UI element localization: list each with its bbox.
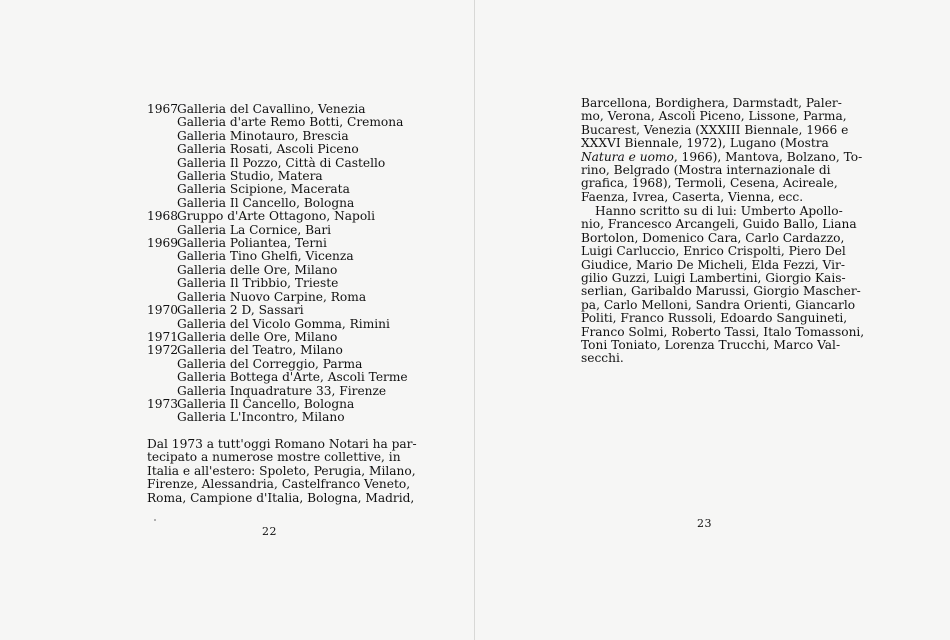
exhibition-row	[147, 264, 397, 277]
exhibition-row	[147, 183, 397, 196]
exhibition-row	[147, 224, 397, 237]
text-line: Roma, Campione d'Italia, Bologna, Madrid,	[147, 490, 415, 505]
exhibition-venue: Galleria Studio, Matera	[177, 169, 323, 184]
exhibition-row	[147, 210, 397, 223]
text-line: tecipato a numerose mostre collettive, in	[147, 450, 401, 465]
exhibition-year	[147, 371, 177, 384]
right-page	[475, 0, 949, 640]
print-speck	[154, 519, 156, 521]
exhibition-year	[147, 224, 177, 237]
exhibition-year	[147, 411, 177, 424]
exhibition-venue: Galleria Il Tribbio, Trieste	[177, 276, 339, 291]
exhibition-year	[147, 116, 177, 129]
exhibition-venue: Galleria del Vicolo Gomma, Rimini	[177, 316, 390, 331]
exhibition-year	[147, 157, 177, 170]
text-line: serlian, Garibaldo Marussi, Giorgio Mascher-	[581, 284, 861, 299]
exhibition-cities-paragraph	[581, 96, 863, 204]
exhibition-year: 1972	[147, 343, 179, 358]
exhibition-venue: Galleria Poliantea, Terni	[177, 236, 327, 251]
exhibition-venue: Galleria delle Ore, Milano	[177, 262, 338, 277]
text-line: Bucarest, Venezia (XXXIII Biennale, 1966 e	[581, 122, 849, 137]
exhibition-row	[147, 385, 397, 398]
exhibition-row	[147, 331, 397, 344]
exhibition-venue: Galleria Il Cancello, Bologna	[177, 396, 355, 411]
exhibition-row	[147, 103, 397, 116]
exhibition-row	[147, 358, 397, 371]
exhibition-row	[147, 250, 397, 263]
exhibition-venue: Galleria Bottega d'Arte, Ascoli Terme	[177, 370, 408, 385]
text-line: Franco Solmi, Roberto Tassi, Italo Tomassoni,	[581, 324, 865, 339]
text-line: Firenze, Alessandria, Castelfranco Veneto,	[147, 477, 411, 492]
exhibition-row	[147, 157, 397, 170]
text-line: Bortolon, Domenico Cara, Carlo Cardazzo,	[581, 230, 845, 245]
text-line: rino, Belgrado (Mostra internazionale di	[581, 163, 831, 178]
exhibition-year	[147, 277, 177, 290]
exhibition-year	[147, 143, 177, 156]
text-line: mo, Verona, Ascoli Piceno, Lissone, Parma,	[581, 109, 847, 124]
exhibition-year	[147, 385, 177, 398]
exhibition-row	[147, 170, 397, 183]
exhibition-row	[147, 277, 397, 290]
exhibition-row	[147, 344, 397, 357]
text-line: Barcellona, Bordighera, Darmstadt, Paler-	[581, 96, 842, 110]
text-line: Italia e all'estero: Spoleto, Perugia, Milano,	[147, 463, 416, 478]
text-line: secchi.	[581, 351, 624, 366]
exhibition-row	[147, 115, 404, 130]
text-line	[581, 149, 863, 164]
exhibition-year	[147, 264, 177, 277]
text-line: Giudice, Mario De Micheli, Elda Fezzi, Vir-	[581, 257, 845, 272]
exhibition-year	[147, 197, 177, 210]
exhibition-venue: Galleria del Cavallino, Venezia	[177, 102, 366, 116]
exhibition-year	[147, 170, 177, 183]
exhibition-venue: Galleria Il Cancello, Bologna	[177, 195, 355, 210]
exhibition-year: 1969	[147, 236, 179, 251]
exhibition-venue: Galleria Rosati, Ascoli Piceno	[177, 142, 359, 157]
exhibition-row	[147, 237, 397, 250]
exhibition-year	[147, 318, 177, 331]
page-number-left: 22	[262, 525, 277, 538]
exhibition-year: 1973	[147, 396, 179, 411]
text-line: Politi, Franco Russoli, Edoardo Sanguineti,	[581, 311, 848, 326]
exhibition-venue: Galleria delle Ore, Milano	[177, 329, 338, 344]
exhibition-venue: Galleria La Cornice, Bari	[177, 222, 332, 237]
exhibition-venue: Galleria L'Incontro, Milano	[177, 410, 345, 425]
exhibition-year	[147, 291, 177, 304]
collective-exhibitions-paragraph	[147, 437, 417, 505]
exhibition-row	[147, 304, 397, 317]
text-line: Luigi Carluccio, Enrico Crispolti, Piero Del	[581, 244, 846, 259]
exhibition-venue: Galleria Il Pozzo, Città di Castello	[177, 155, 386, 170]
text-line: XXXVI Biennale, 1972), Lugano (Mostra	[581, 136, 829, 151]
exhibition-year: 1967	[147, 102, 179, 116]
exhibition-venue: Galleria Scipione, Macerata	[177, 182, 350, 197]
exhibition-title-italic: Natura e uomo	[581, 149, 674, 164]
solo-exhibitions-list	[147, 102, 408, 425]
exhibition-venue: Galleria Inquadrature 33, Firenze	[177, 383, 387, 398]
exhibition-venue: Galleria 2 D, Sassari	[177, 303, 304, 318]
exhibition-venue: Galleria d'arte Remo Botti, Cremona	[177, 115, 404, 130]
exhibition-row	[147, 398, 397, 411]
exhibition-venue: Galleria Nuovo Carpine, Roma	[177, 289, 367, 304]
text-line: Toni Toniato, Lorenza Trucchi, Marco Val-	[581, 338, 841, 353]
exhibition-row	[147, 143, 397, 156]
text-line: grafica, 1968), Termoli, Cesena, Acireale,	[581, 176, 838, 191]
text-line: Hanno scritto su di lui: Umberto Apollo-	[595, 204, 843, 218]
exhibition-year	[147, 358, 177, 371]
text-line: Dal 1973 a tutt'oggi Romano Notari ha par-	[147, 437, 417, 451]
exhibition-row	[147, 370, 408, 385]
exhibition-year	[147, 250, 177, 263]
exhibition-venue: Gruppo d'Arte Ottagono, Napoli	[177, 209, 375, 224]
exhibition-row	[147, 318, 397, 331]
text-line-rest: , 1966), Mantova, Bolzano, To-	[673, 149, 863, 164]
critics-paragraph	[581, 204, 865, 366]
exhibition-row	[147, 291, 397, 304]
exhibition-year	[147, 183, 177, 196]
exhibition-row	[147, 411, 397, 424]
exhibition-row	[147, 197, 397, 210]
text-line: pa, Carlo Melloni, Sandra Orienti, Giancarlo	[581, 297, 856, 312]
text-line: gilio Guzzi, Luigi Lambertini, Giorgio Kais-	[581, 271, 846, 286]
page-number-right: 23	[697, 517, 712, 530]
text-line: nio, Francesco Arcangeli, Guido Ballo, Liana	[581, 217, 857, 232]
exhibition-venue: Galleria Tino Ghelfi, Vicenza	[177, 249, 354, 264]
exhibition-venue: Galleria del Correggio, Parma	[177, 356, 363, 371]
exhibition-year: 1968	[147, 209, 179, 224]
exhibition-row	[147, 130, 397, 143]
exhibition-year: 1970	[147, 303, 179, 318]
exhibition-venue: Galleria Minotauro, Brescia	[177, 128, 349, 143]
text-line: Faenza, Ivrea, Caserta, Vienna, ecc.	[581, 189, 804, 204]
left-page	[0, 0, 474, 640]
exhibition-year: 1971	[147, 329, 179, 344]
exhibition-year	[147, 130, 177, 143]
exhibition-venue: Galleria del Teatro, Milano	[177, 343, 343, 358]
